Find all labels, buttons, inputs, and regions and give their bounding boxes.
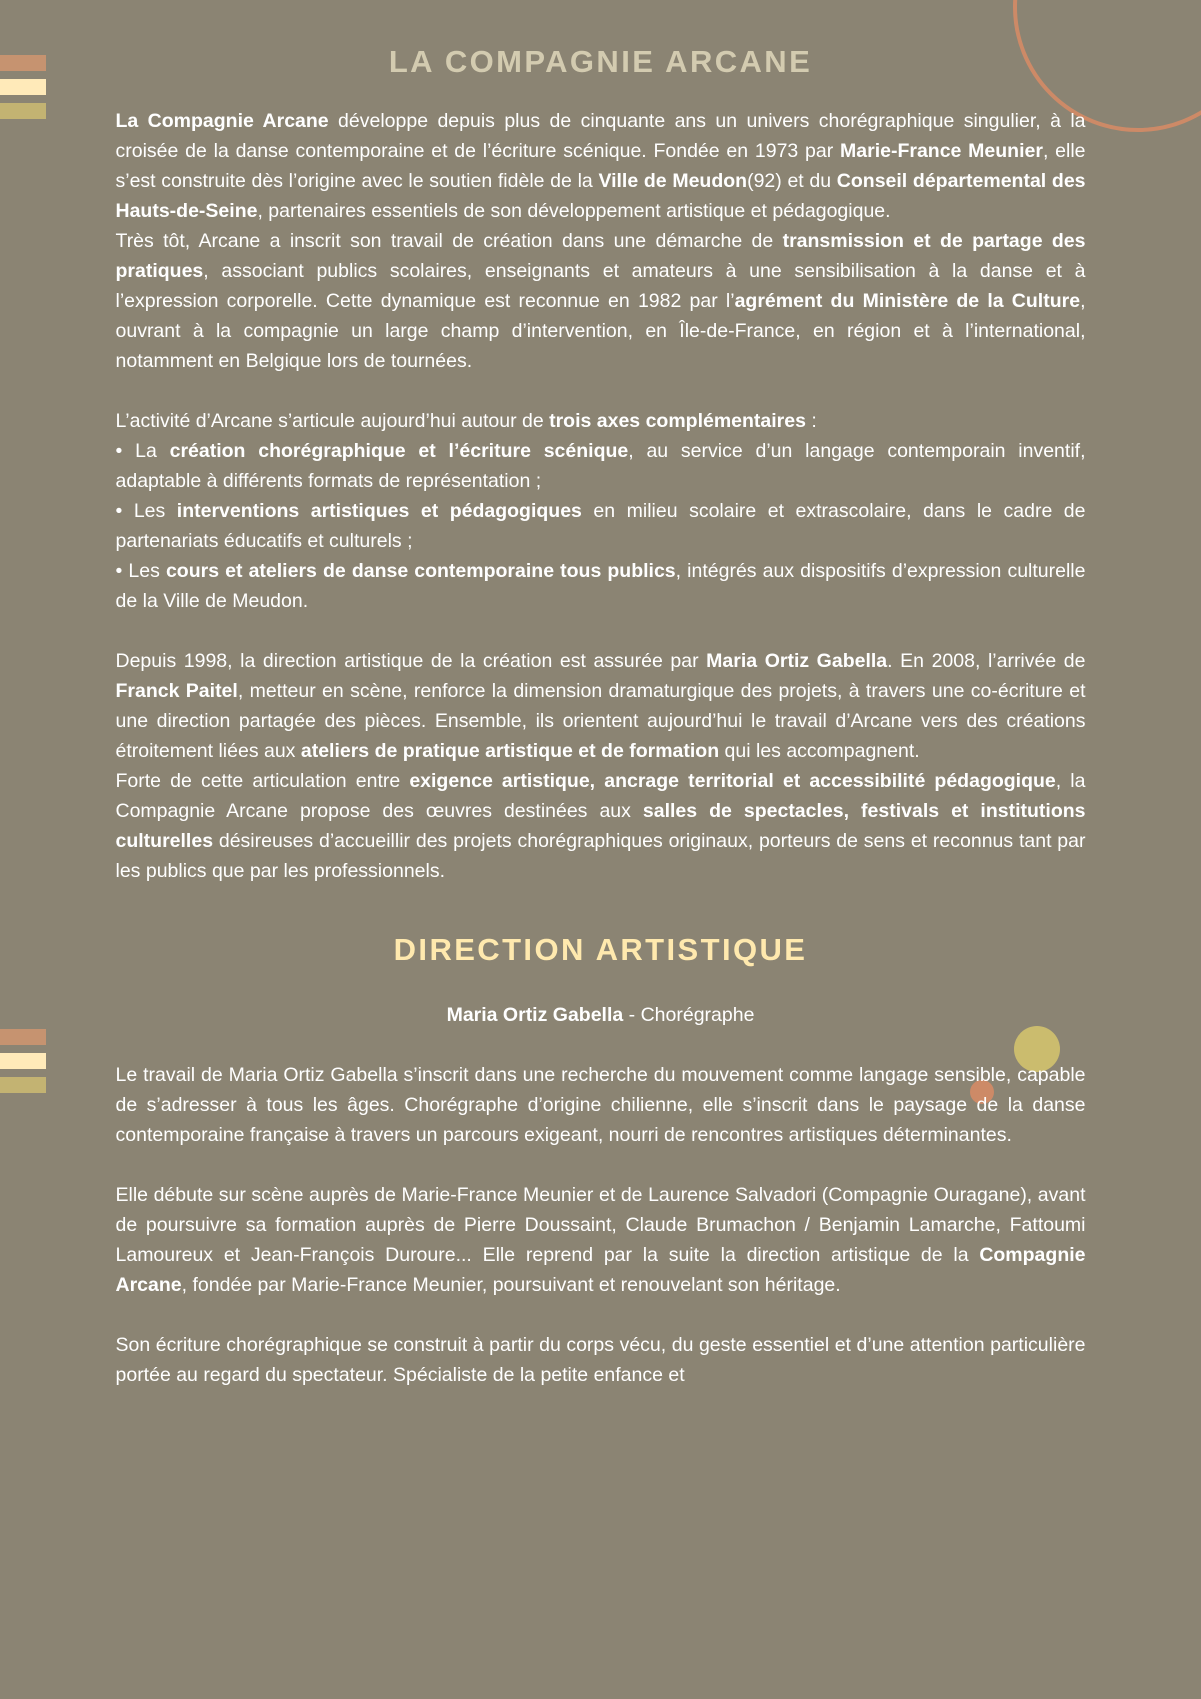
direction-section-title: DIRECTION ARTISTIQUE: [393, 932, 808, 967]
company-offer: Forte de cette articulation entre exigence artistique, ancrage territorial et accessibilité pédagogique, la Compagnie Arcane propose des œuvres destinées aux salles de spectacles, festivals et institutions culturelles désireuses d’accueillir des projets chorégraphiques originaux, porteurs de sens et reconnus tant par les publics que par les professionnels.: [115, 770, 1086, 882]
page-title: LA COMPAGNIE ARCANE: [388, 44, 813, 79]
maria-intro: Le travail de Maria Ortiz Gabella s’inscrit dans une recherche du mouvement comme langage sensible, capable de s’adresser à tous les âges. Chorégraphe d’origine chilienne, elle s’inscrit dans le paysage de la danse contemporaine française à travers un parcours exigeant, nourri de rencontres artistiques déterminantes.: [115, 1064, 1086, 1146]
decorative-bars-middle: [0, 1029, 46, 1093]
choreographer-name: Maria Ortiz Gabella: [446, 1004, 624, 1026]
decorative-bar-cream: [0, 1053, 46, 1069]
decorative-bar-cream: [0, 79, 46, 95]
content-column: [116, 0, 1086, 1390]
company-history: La Compagnie Arcane développe depuis plus de cinquante ans un univers chorégraphique singulier, à la croisée de la danse contemporaine et de l’écriture scénique. Fondée en 1973 par Marie-France Meunier, elle s’est construite dès l’origine avec le soutien fidèle de la Ville de Meudon(92) et du Conseil départemental des Hauts-de-Seine, partenaires essentiels de son développement artistique et pédagogique.: [115, 110, 1086, 222]
maria-writing: Son écriture chorégraphique se construit à partir du corps vécu, du geste essentiel et d’une attention particulière portée au regard du spectateur. Spécialiste de la petite enfance et: [115, 1334, 1086, 1386]
company-body: [116, 106, 1086, 886]
company-direction: Depuis 1998, la direction artistique de la création est assurée par Maria Ortiz Gabella. En 2008, l’arrivée de Franck Paitel, metteur en scène, renforce la dimension dramaturgique des projets, à travers une co-écriture et une direction partagée des pièces. Ensemble, ils orientent aujourd’hui le travail d’Arcane vers des créations étroitement liées aux ateliers de pratique artistique et de formation qui les accompagnent.: [115, 650, 1086, 762]
company-axes-intro: L’activité d’Arcane s’articule aujourd’hui autour de trois axes complémentaires :: [115, 410, 817, 432]
choreographer-credit: [116, 1000, 1086, 1030]
decorative-bar-khaki: [0, 1077, 46, 1093]
direction-body: [116, 1060, 1086, 1390]
decorative-bars-top: [0, 55, 46, 119]
company-transmission: Très tôt, Arcane a inscrit son travail de création dans une démarche de transmission et de partage des pratiques, associant publics scolaires, enseignants et amateurs à une sensibilisation à la danse et à l’expression corporelle. Cette dynamique est reconnue en 1982 par l’agrément du Ministère de la Culture, ouvrant à la compagnie un large champ d’intervention, en Île-de-France, en région et à l’international, notamment en Belgique lors de tournées.: [115, 230, 1086, 372]
company-axis-2: • Les interventions artistiques et pédagogiques en milieu scolaire et extrascolaire, dans le cadre de partenariats éducatifs et culturels ;: [115, 500, 1086, 552]
decorative-bar-terracotta: [0, 55, 46, 71]
maria-career: Elle débute sur scène auprès de Marie-France Meunier et de Laurence Salvadori (Compagnie Ouragane), avant de poursuivre sa formation auprès de Pierre Doussaint, Claude Brumachon / Benjamin Lamarche, Fattoumi Lamoureux et Jean-François Duroure... Elle reprend par la suite la direction artistique de la Compagnie Arcane, fondée par Marie-France Meunier, poursuivant et renouvelant son héritage.: [115, 1184, 1086, 1296]
decorative-bar-khaki: [0, 103, 46, 119]
choreographer-separator: -: [623, 1004, 641, 1026]
choreographer-role: Chorégraphe: [640, 1004, 755, 1026]
company-axis-3: • Les cours et ateliers de danse contemporaine tous publics, intégrés aux dispositifs d’expression culturelle de la Ville de Meudon.: [115, 560, 1086, 612]
company-axis-1: • La création chorégraphique et l’écriture scénique, au service d’un langage contemporain inventif, adaptable à différents formats de représentation ;: [115, 440, 1086, 492]
decorative-bar-terracotta: [0, 1029, 46, 1045]
